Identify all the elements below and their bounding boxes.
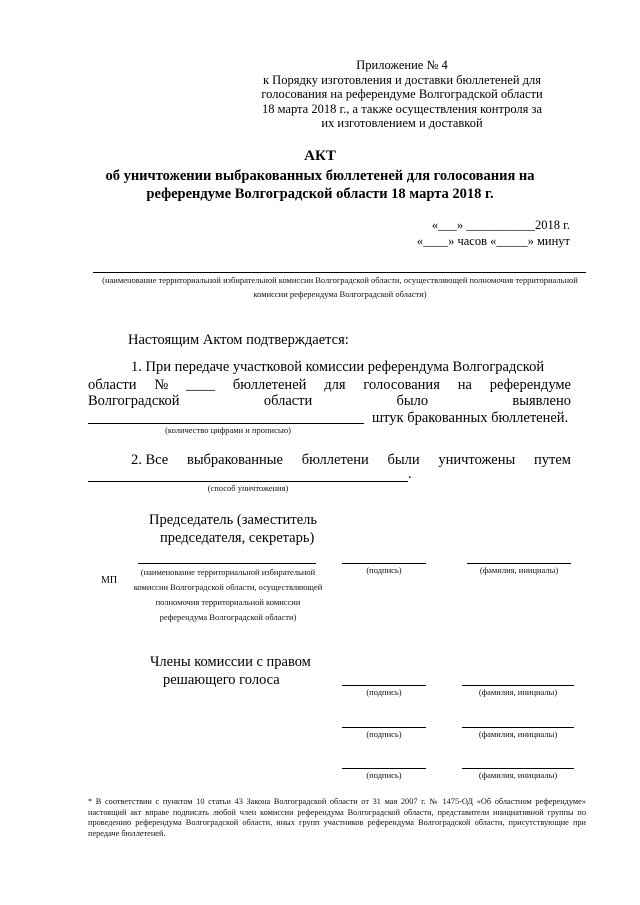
word: № — [154, 377, 169, 393]
org-caption-line: (наименование территориальной избирательной — [140, 567, 316, 577]
org-caption-line: полномочия территориальной комиссии — [155, 597, 301, 607]
appendix-line: к Порядку изготовления и доставки бюллетеней для — [262, 72, 541, 87]
quantity-caption: (количество цифрами и прописью) — [165, 425, 291, 435]
appendix-header — [222, 58, 582, 131]
seal-mark: МП — [101, 575, 118, 586]
item1-row1: 1. При передаче участковой комиссии референдума Волгоградской — [131, 359, 545, 375]
word: на — [457, 377, 472, 393]
chair-signature-caption: (подпись) — [366, 565, 402, 575]
word: 2. Все — [131, 452, 169, 468]
footnote: * В соответствии с пунктом 10 статьи 43 Закона Волгоградской области от 31 мая 2007 г. № 1475-ОД «Об областном референдуме» настоящий акт вправе подписать любой член комиссии референдума Волгоградской области, представители инициативной группы по проведению референдума Волгоградской области, иных групп участников референдума Волгоградской области, присутствующие при передаче бюллетеней. — [88, 797, 586, 838]
org-line — [138, 563, 316, 564]
appendix-line: 18 марта 2018 г., а также осуществления контроля за — [261, 101, 543, 116]
word: ____ — [186, 377, 216, 393]
word: выбракованные — [186, 452, 283, 468]
commission-caption-2: комиссии референдума Волгоградской области) — [253, 289, 427, 299]
member-name-line — [462, 727, 574, 728]
item2-row1 — [131, 452, 571, 469]
intro-text: Настоящим Актом подтверждается: — [128, 332, 349, 348]
document-subtitle — [0, 167, 640, 203]
word: бюллетеней — [232, 377, 307, 393]
word: были — [387, 452, 420, 468]
item2-tail: . — [408, 466, 412, 482]
word: Волгоградской — [88, 393, 180, 409]
word: путем — [533, 452, 571, 468]
member-signature-caption: (подпись) — [366, 729, 402, 739]
word: для — [324, 377, 346, 393]
word: области — [88, 377, 137, 393]
member-name-caption: (фамилия, инициалы) — [478, 770, 558, 780]
date-field: «___» ___________2018 г. — [431, 218, 570, 232]
member-signature-line — [342, 685, 426, 686]
word: референдуме — [489, 377, 571, 393]
commission-caption-1: (наименование территориальной избирательной комиссии Волгоградской области, осуществляющей полномочия территориальной — [102, 275, 578, 285]
member-name-caption: (фамилия, инициалы) — [478, 729, 558, 739]
document-title: АКТ — [304, 148, 336, 164]
chair-label-2: председателя, секретарь) — [160, 530, 315, 546]
member-name-caption: (фамилия, инициалы) — [478, 687, 558, 697]
subtitle-line-2: референдуме Волгоградской области 18 марта 2018 г. — [146, 186, 494, 202]
org-caption — [133, 565, 323, 625]
chair-name-caption: (фамилия, инициалы) — [479, 565, 559, 575]
word: области — [263, 393, 313, 409]
chair-label-1: Председатель (заместитель — [149, 512, 318, 528]
item1-row3 — [88, 393, 571, 410]
chair-signature-line — [342, 563, 426, 564]
org-caption-line: референдума Волгоградской области) — [159, 612, 297, 622]
member-signature-line — [342, 727, 426, 728]
subtitle-line-1: об уничтожении выбракованных бюллетеней для голосования на — [105, 168, 535, 184]
members-label-2: решающего голоса — [163, 672, 280, 688]
appendix-line: их изготовлением и доставкой — [321, 116, 483, 130]
appendix-line: Приложение № 4 — [356, 58, 448, 72]
member-name-line — [462, 685, 574, 686]
member-signature-caption: (подпись) — [366, 770, 402, 780]
item1-row2 — [88, 377, 571, 394]
org-caption-line: комиссии Волгоградской области, осуществляющей — [133, 582, 323, 592]
word: голосования — [363, 377, 440, 393]
appendix-line: голосования на референдуме Волгоградской области — [261, 87, 543, 101]
member-signature-line — [342, 768, 426, 769]
member-signature-caption: (подпись) — [366, 687, 402, 697]
quantity-line — [88, 423, 364, 424]
member-name-line — [462, 768, 574, 769]
time-field: «____» часов «_____» минут — [416, 234, 570, 248]
word: выявлено — [512, 393, 571, 409]
method-caption: (способ уничтожения) — [207, 483, 289, 493]
word: бюллетени — [301, 452, 369, 468]
members-label-1: Члены комиссии с правом — [150, 654, 311, 670]
item1-tail: штук бракованных бюллетеней. — [372, 410, 569, 426]
chair-name-line — [467, 563, 571, 564]
method-line — [88, 481, 408, 482]
commission-name-line — [93, 272, 586, 273]
word: было — [396, 393, 429, 409]
word: уничтожены — [438, 452, 516, 468]
